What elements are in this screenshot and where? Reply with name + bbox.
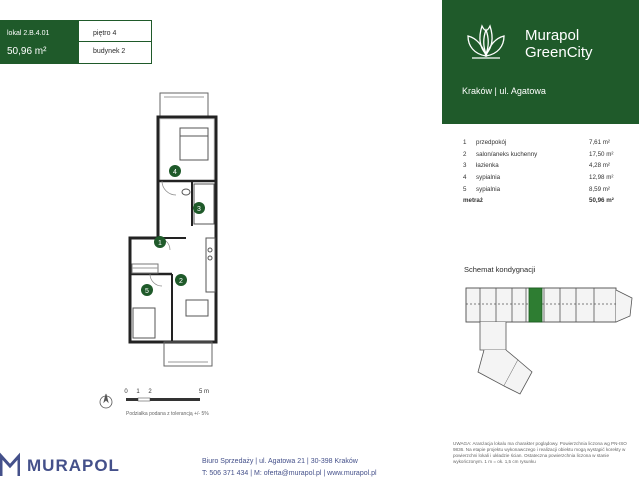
room-number: 4	[463, 174, 467, 182]
bed	[180, 128, 208, 160]
room-row	[463, 186, 623, 198]
room-number: 2	[463, 150, 467, 158]
scale-tolerance-note: Podziałka podana z tolerancją +/- 5%	[126, 411, 209, 417]
table	[186, 300, 208, 316]
room-name: przedpokój	[476, 139, 507, 146]
total-area-row	[463, 197, 623, 209]
sales-office-address: Biuro Sprzedaży | ul. Agatowa 21 | 30-398 Kraków	[202, 458, 358, 465]
scale-tick-2: 2	[148, 389, 152, 395]
room-marker-5	[141, 284, 153, 296]
washbasin	[182, 189, 190, 195]
sales-office-contact: T: 506 371 434 | M: oferta@murapol.pl | www.murapol.pl	[202, 470, 377, 477]
room-marker-2	[175, 274, 187, 286]
svg-text:4: 4	[173, 169, 177, 176]
unit-area: 50,96 m²	[7, 46, 47, 57]
scale-tick-5: 5 m	[198, 389, 210, 395]
unit-number: lokal 2.B.4.01	[7, 30, 50, 37]
floor-schema-title: Schemat kondygnacji	[464, 265, 536, 274]
room-name: salon/aneks kuchenny	[476, 150, 538, 158]
total-area: 50,96 m²	[589, 197, 614, 205]
footer-brand-name: MURAPOL	[27, 456, 120, 475]
brand-panel	[442, 0, 639, 124]
room-area: 12,98 m²	[589, 174, 614, 182]
room-area: 17,50 m²	[589, 150, 614, 158]
divider	[79, 41, 151, 42]
room-row	[463, 162, 623, 174]
room-name: sypialnia	[476, 185, 501, 193]
room-row	[463, 151, 623, 163]
room-marker-1	[154, 236, 166, 248]
room-area: 7,61 m²	[589, 139, 610, 146]
schema-building-outline	[466, 288, 632, 394]
unit-floor: piętro 4	[93, 30, 117, 37]
brand-name-line2: GreenCity	[525, 44, 593, 61]
north-arrow-icon	[100, 394, 112, 408]
disclaimer-text: UWAGA: Aranżacja lokalu ma charakter poglądowy. Powierzchnia liczona wg PN-ISO 9836. Na etapie projektu wykonawczego i realizacji obiektu mogą wystąpić korekty w powierzchni lokali i układzie ścian. Ostateczna powierzchnia liczona w stanie wykończonym. 1 m = ok. 1,5 cm rysunku	[453, 441, 627, 464]
leaf-logo-icon	[464, 20, 508, 60]
scale-tick-0: 0	[124, 389, 128, 395]
room-name: łazienka	[476, 162, 499, 170]
scale-tick-1: 1	[136, 389, 140, 395]
room-marker-4	[169, 165, 181, 177]
room-row	[463, 139, 623, 151]
svg-text:1: 1	[158, 240, 162, 247]
room-number: 1	[463, 139, 467, 146]
svg-text:5: 5	[145, 288, 149, 295]
room-name: sypialnia	[476, 174, 501, 182]
room-area: 4,28 m²	[589, 162, 610, 170]
total-label: metraż	[463, 197, 483, 205]
unit-building: budynek 2	[93, 48, 126, 55]
unit-info-box	[0, 20, 152, 64]
svg-text:3: 3	[197, 206, 201, 213]
room-number: 3	[463, 162, 467, 170]
apartment-floor-plan	[120, 88, 250, 368]
brand-name-line1: Murapol	[525, 27, 580, 44]
room-area: 8,59 m²	[589, 185, 610, 193]
brand-location: Kraków | ul. Agatowa	[462, 86, 546, 96]
room-number: 5	[463, 185, 467, 193]
kitchen-counter	[206, 238, 215, 292]
floor-schema	[460, 276, 638, 410]
bed	[133, 308, 155, 338]
schema-highlighted-unit	[529, 288, 542, 322]
murapol-logo-icon	[0, 452, 20, 478]
room-row	[463, 174, 623, 186]
unit-location-panel	[79, 21, 151, 63]
svg-text:2: 2	[179, 278, 183, 285]
unit-id-panel	[1, 21, 79, 63]
rooms-table	[463, 139, 623, 209]
room-marker-3	[193, 202, 205, 214]
